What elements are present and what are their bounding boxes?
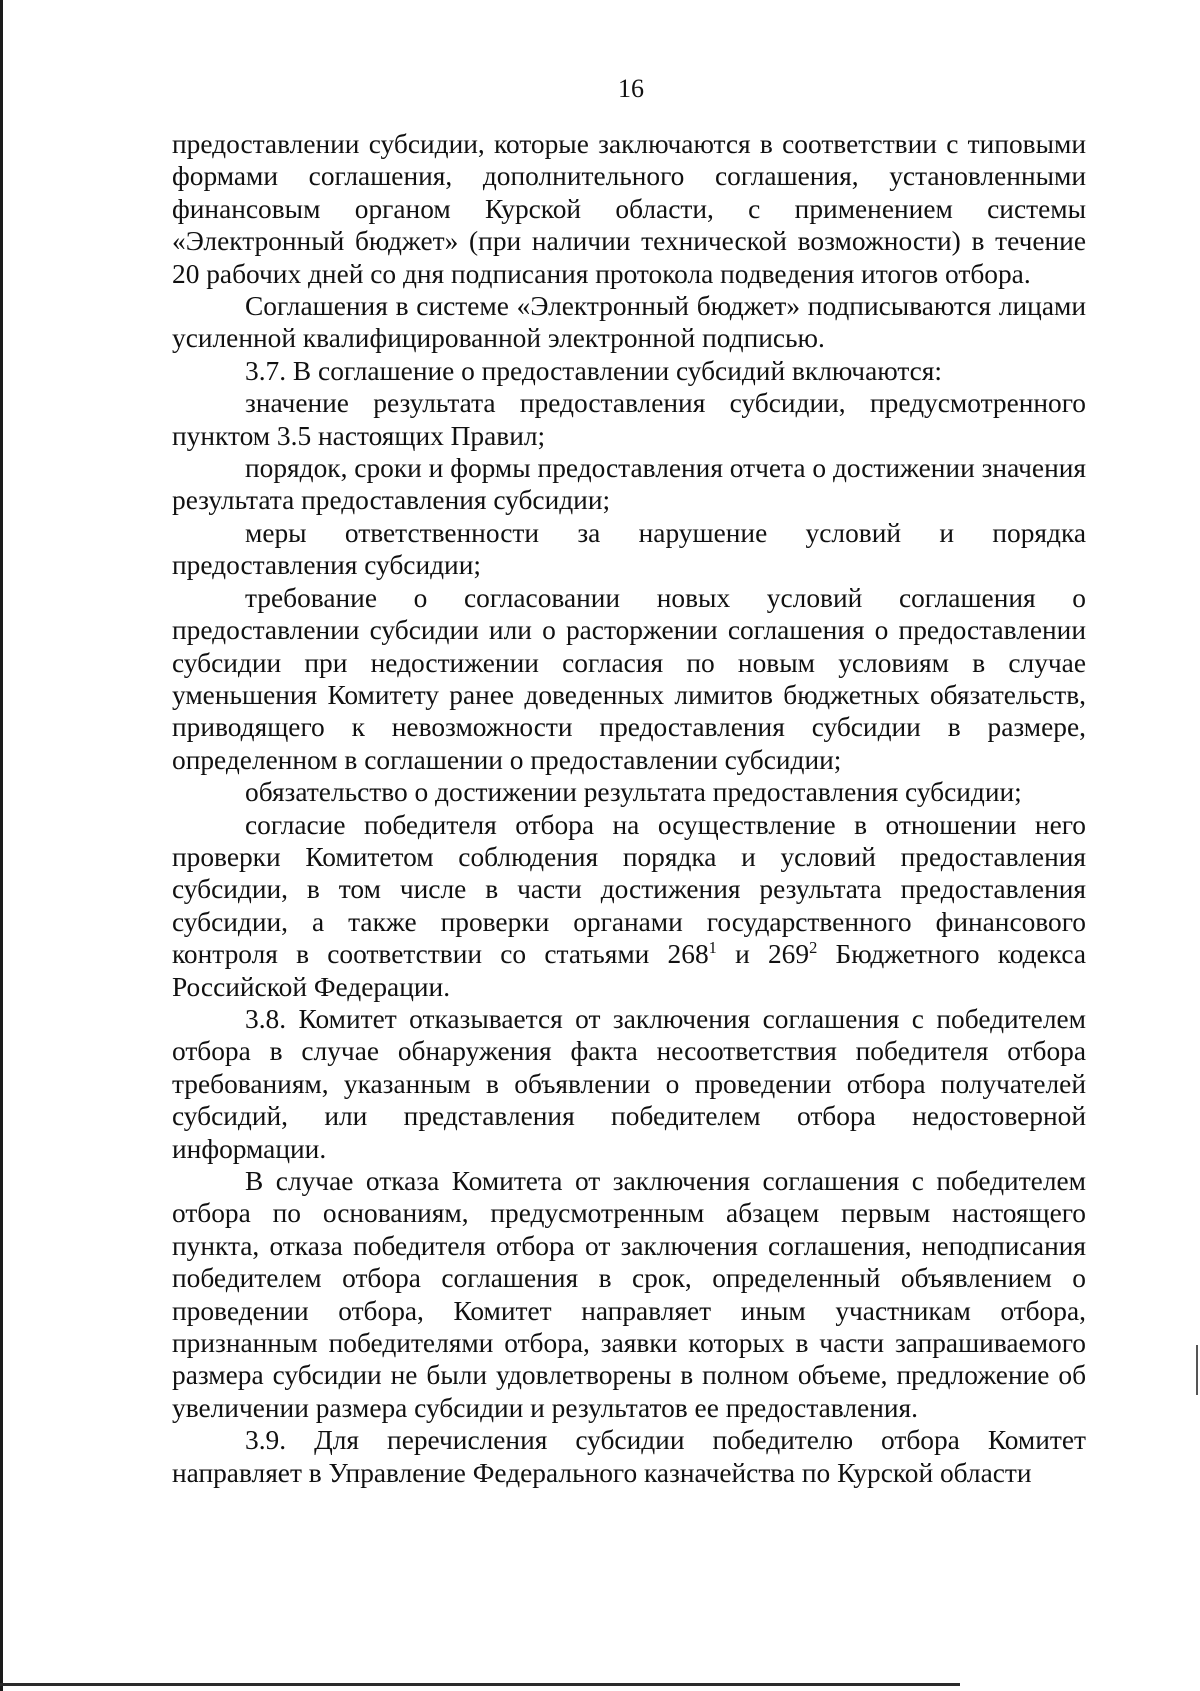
consent-text-after: Бюджетного кодекса Российской Федерации.: [172, 939, 1086, 1002]
scan-edge-bottom: [0, 1683, 960, 1686]
paragraph-3-7: 3.7. В соглашение о предоставлении субсидий включаются:: [245, 355, 943, 386]
paragraph-3-9: 3.9. Для перечисления субсидии победителю отбора Комитет направляет в Управление Федерального казначейства по Курской области: [172, 1425, 1086, 1488]
paragraph-continuation: предоставлении субсидии, которые заключаются в соответствии с типовыми формами соглашения, дополнительного соглашения, установленными финансовым органом Курской области, с применением системы «Электронный бюджет» (при наличии технической возможности) в течение 20 рабочих дней со дня подписания протокола подведения итогов отбора.: [172, 129, 1086, 289]
document-body: [172, 128, 1086, 1489]
consent-text-before: согласие победителя отбора на осуществление в отношении него проверки Комитетом соблюдения порядка и условий предоставления субсидии, в том числе в части достижения результата предоставления субсидии, а также проверки органами государственного финансового контроля в соответствии со статьями 268: [172, 809, 1086, 970]
footnote-sup-2: 2: [809, 938, 818, 958]
scan-mark-right: [1196, 1345, 1198, 1395]
scan-edge-left: [0, 0, 3, 1691]
footnote-sup-1: 1: [708, 938, 717, 958]
paragraph-liability: меры ответственности за нарушение условий и порядка предоставления субсидии;: [172, 517, 1086, 581]
page-number: 16: [618, 74, 644, 103]
paragraph-signing: Соглашения в системе «Электронный бюджет» подписываются лицами усиленной квалифицированной электронной подписью.: [172, 291, 1086, 354]
paragraph-3-8: 3.8. Комитет отказывается от заключения соглашения с победителем отбора в случае обнаружения факта несоответствия победителя отбора требованиям, указанным в объявлении о проведении отбора получателей субсидий, или представления победителем отбора недостоверной информации.: [172, 1003, 1086, 1164]
consent-text-middle: и 269: [716, 939, 810, 970]
paragraph-refusal: В случае отказа Комитета от заключения соглашения с победителем отбора по основаниям, предусмотренным абзацем первым настоящего пункта, отказа победителя отбора от заключения соглашения, неподписания победителем отбора соглашения в срок, определенный объявлением о проведении отбора, Комитет направляет иным участникам отбора, признанным победителями отбора, заявки которых в части запрашиваемого размера субсидии не были удовлетворены в полном объеме, предложение об увеличении размера субсидии и результатов ее предоставления.: [172, 1166, 1086, 1423]
paragraph-report-order: порядок, сроки и формы предоставления отчета о достижении значения результата предоставления субсидии;: [172, 453, 1086, 516]
paragraph-new-conditions: требование о согласовании новых условий соглашения о предоставлении субсидии или о расторжении соглашения о предоставлении субсидии при недостижении согласия по новым условиям в случае уменьшения Комитету ранее доведенных лимитов бюджетных обязательств, приводящего к невозможности предоставления субсидии в размере, определенном в соглашении о предоставлении субсидии;: [172, 582, 1086, 775]
paragraph-obligation: обязательство о достижении результата предоставления субсидии;: [245, 777, 1022, 808]
paragraph-result-value: значение результата предоставления субсидии, предусмотренного пунктом 3.5 настоящих Правил;: [172, 388, 1086, 451]
paragraph-consent: [172, 809, 1086, 1003]
